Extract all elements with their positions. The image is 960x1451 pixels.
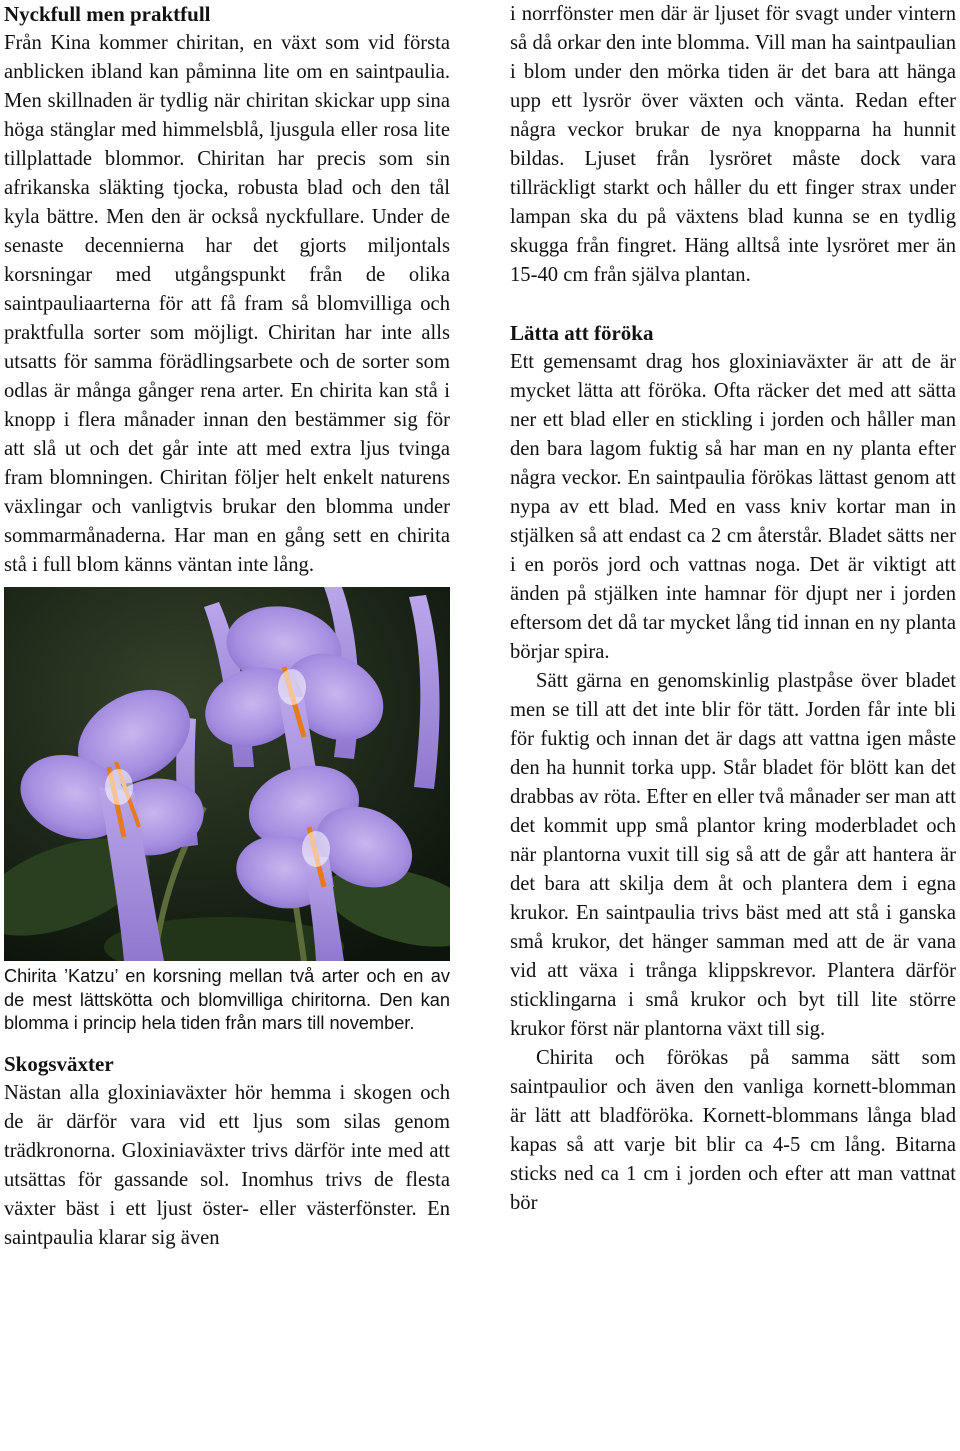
section-heading: Nyckfull men praktfull	[4, 2, 211, 26]
body-paragraph: Chirita och förökas på samma sätt som saintpaulior och även den vanliga kornett-blomman är lätt att bladföröka. Kornett-blommans långa blad kapas så att varje bit blir ca 4-5 cm lång. Bitarna sticks ned ca 1 cm i jorden och efter att man vattnat bör	[510, 1047, 956, 1214]
section-heading: Lätta att föröka	[510, 321, 654, 345]
body-paragraph: Nästan alla gloxiniaväxter hör hemma i skogen och de är därför vara vid ett ljus som silas genom trädkronorna. Gloxiniaväxter trivs därför inte med att utsättas för gassande sol. Inomhus trivs de flesta växter bäst i ett ljust öster- eller västerfönster. En saintpaulia klarar sig även	[4, 1081, 450, 1249]
right-column	[510, 0, 956, 1218]
body-paragraph: Ett gemensamt drag hos gloxiniaväxter är att de är mycket lätta att föröka. Ofta räcker det med att sätta ner ett blad eller en stickling i jorden och håller man den bara lagom fuktig så har man en ny planta efter några veckor. En saintpaulia förökas lättast genom att nypa av ett blad. Med en vass kniv kortar man in stjälken så att endast ca 2 cm återstår. Bladet sätts ner i en porös jord och vattnas noga. Det är viktigt att änden på stjälken inte hamnar för djupt ner i jorden eftersom det då tar mycket lång tid innan en ny planta börjar spira.	[510, 351, 956, 663]
body-paragraph: i norrfönster men där är ljuset för svagt under vintern så då orkar den inte blomma. Vill man ha saintpaulian i blom under den mörka tiden är det bara att hänga upp ett lysrör över växten och vänta. Redan efter några veckor brukar de nya knopparna ha hunnit bildas. Ljuset från lysröret måste dock vara tillräckligt starkt och håller du ett finger strax under lampan ska du på växtens blad kunna se en tydlig skugga från fingret. Häng alltså inte lysröret mer än 15-40 cm från själva plantan.	[510, 3, 956, 286]
body-paragraph: Från Kina kommer chiritan, en växt som vid första anblicken ibland kan påminna lite om en saintpaulia. Men skillnaden är tydlig när chiritan skickar upp sina höga stänglar med himmelsblå, ljusgula eller rosa lite tillplattade blommor. Chiritan har precis som sin afrikanska släkting tjocka, robusta blad och den tål kyla bättre. Men den är också nyckfullare. Under de senaste decennierna har det gjorts miljontals korsningar med utgångspunkt från de olika saintpauliaarterna för att få fram så blomvilliga och praktfulla sorter som möjligt. Chiritan har inte alls utsatts för samma förädlingsarbete och de sorter som odlas är många gånger rena arter. En chirita kan stå i knopp i flera månader innan den bestämmer sig för att slå ut och det går inte att med extra ljus tvinga fram blomningen. Chiritan följer helt enkelt naturens växlingar och vanligtvis brukar den blomma under sommarmånaderna. Har man en gång sett en chirita stå i full blom känns väntan inte lång.	[4, 32, 450, 576]
chirita-flower-photo	[4, 587, 450, 961]
body-paragraph: Sätt gärna en genomskinlig plastpåse över bladet men se till att det inte blir för tätt. Jorden får inte bli för fuktig och innan det är dags att vattna igen måste den ha hunnit torka upp. Står bladet för blött kan det drabbas av röta. Efter en eller två månader ser man att det kommit upp små plantor kring moderbladet och när plantorna vuxit till sig så att de går att hantera är det bara att skilja dem åt och plantera dem i egna krukor. En saintpaulia trivs bäst med att stå i ganska små krukor, det hänger samman med att de är vana vid att växa i trånga klippskrevor. Plantera därför sticklingarna i små krukor och byt till lite större krukor först när plantorna växt till sig.	[510, 670, 956, 1040]
left-column	[4, 0, 450, 1253]
photo-caption: Chirita ’Katzu’ en korsning mellan två arter och en av de mest lättskötta och blomvilliga chiritorna. Den kan blomma i princip hela tiden från mars till november.	[4, 966, 450, 1033]
section-heading: Skogsväxter	[4, 1051, 114, 1076]
